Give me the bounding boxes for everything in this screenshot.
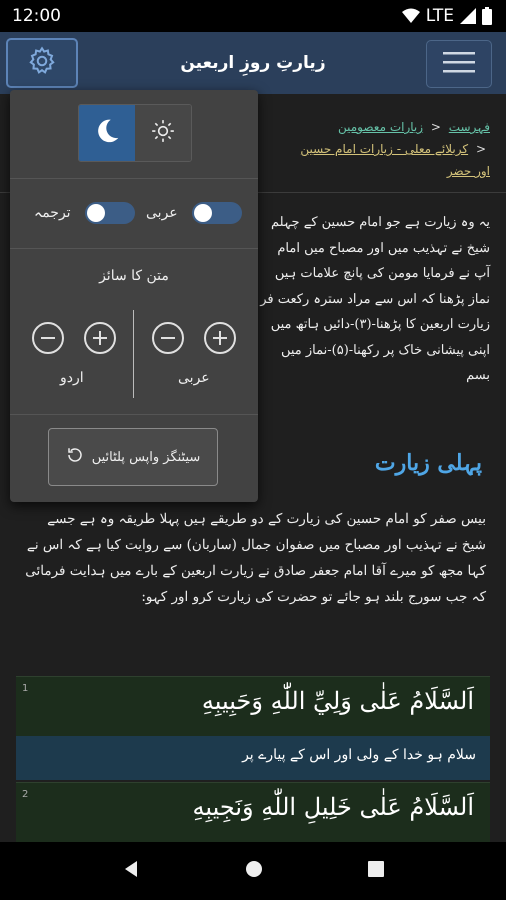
dark-mode-button[interactable] — [79, 105, 135, 161]
reset-settings-label: سیٹنگز واپس پلٹائیں — [91, 449, 201, 465]
recents-button[interactable] — [367, 860, 385, 882]
system-nav-bar — [0, 842, 506, 900]
status-bar — [0, 0, 506, 32]
battery-icon — [482, 7, 492, 25]
body-paragraph: بیس صفر کو امام حسین کی زیارت کے دو طریقے ہیں پہلا طریقہ وہ ہے جسے شیخ نے تہذیب اور مصباح میں صفوان جمال (ساربان) سے روایت کیا ہے کہ اس نے کہا مجھ کو میرے آقا امام جعفر صادق نے زیارت اربعین کے بارے میں ہدایت فرمائی کہ جب سورج بلند ہو جائے تو حضرت کی زیارت کرو اور کہو: — [25, 511, 486, 605]
light-mode-button[interactable] — [135, 105, 191, 161]
menu-button[interactable] — [426, 40, 492, 88]
moon-icon — [92, 116, 122, 150]
breadcrumb — [290, 116, 490, 182]
breadcrumb-item-ziyarat[interactable]: زیارات معصومین — [338, 120, 424, 134]
app-bar — [0, 32, 506, 94]
page-title: زیارتِ روزِ اربعین — [180, 53, 326, 73]
back-button[interactable] — [121, 859, 141, 883]
arabic-toggle-row — [146, 198, 242, 228]
status-icons — [402, 6, 492, 26]
urdu-size-controls — [32, 322, 116, 354]
theme-toggle — [78, 104, 192, 162]
hamburger-icon — [443, 50, 475, 78]
size-divider — [133, 310, 134, 398]
cell-signal-icon — [460, 8, 476, 24]
arabic-decrease-button[interactable] — [152, 322, 184, 354]
wifi-icon — [402, 8, 420, 24]
verse-arabic-row[interactable] — [16, 676, 490, 736]
arabic-switch[interactable] — [192, 202, 242, 224]
status-time: 12:00 — [12, 6, 61, 26]
urdu-size-label: اردو — [60, 370, 84, 386]
arabic-size-controls — [152, 322, 236, 354]
verse-arabic-row[interactable] — [16, 782, 490, 842]
verse-number: 2 — [22, 789, 29, 800]
urdu-decrease-button[interactable] — [32, 322, 64, 354]
translation-toggle-row — [34, 198, 135, 228]
verse-arabic-text: اَلسَّلَامُ عَلٰى وَلِيِّ اللّٰهِ وَحَبِيبِهِ — [201, 687, 474, 715]
verse-number: 1 — [22, 683, 29, 694]
font-size-title: متن کا سائز — [99, 268, 169, 284]
popup-divider — [10, 414, 258, 415]
verse-translation-row[interactable] — [16, 736, 490, 780]
popup-divider — [10, 248, 258, 249]
breadcrumb-separator: < — [475, 142, 486, 156]
popup-divider — [10, 178, 258, 179]
settings-button[interactable] — [6, 38, 78, 88]
arabic-size-label: عربی — [178, 370, 210, 386]
translation-toggle-label: ترجمہ — [34, 205, 71, 221]
breadcrumb-separator: < — [430, 120, 441, 134]
verse-translation-text: سلام ہو خدا کے ولی اور اس کے پیارے پر — [242, 747, 476, 763]
breadcrumb-item-index[interactable]: فہرست — [448, 120, 490, 134]
sun-icon — [150, 118, 176, 148]
breadcrumb-item-karbala[interactable]: کربلائے معلی - زیارات امام حسین اور حضر — [300, 142, 490, 178]
arabic-increase-button[interactable] — [204, 322, 236, 354]
arabic-toggle-label: عربی — [146, 205, 178, 221]
settings-popup — [10, 90, 258, 502]
reset-settings-button[interactable] — [48, 428, 218, 486]
verse-arabic-text: اَلسَّلَامُ عَلٰى خَلِيلِ اللّٰهِ وَنَجِيبِهِ — [192, 793, 474, 821]
refresh-icon — [66, 446, 84, 468]
gear-icon — [26, 45, 58, 81]
intro-paragraph: یہ وہ زیارت ہے جو امام حسین کے چہلم شیخ نے تہذیب میں اور مصباح میں امام آپ نے فرمایا مومن کی پانچ علامات ہیں نماز پڑھنا کہ اس سے مراد سترہ رکعت فر زیارت اربعین کا پڑھنا-(۳)-دائیں ہاتھ میں اپنی پیشانی خاک پر رکھنا-(۵)-نماز میں بسم — [260, 215, 490, 383]
section-title: پہلی زیارت — [374, 450, 482, 476]
urdu-increase-button[interactable] — [84, 322, 116, 354]
home-button[interactable] — [244, 859, 264, 883]
network-type: LTE — [425, 6, 454, 26]
translation-switch[interactable] — [85, 202, 135, 224]
